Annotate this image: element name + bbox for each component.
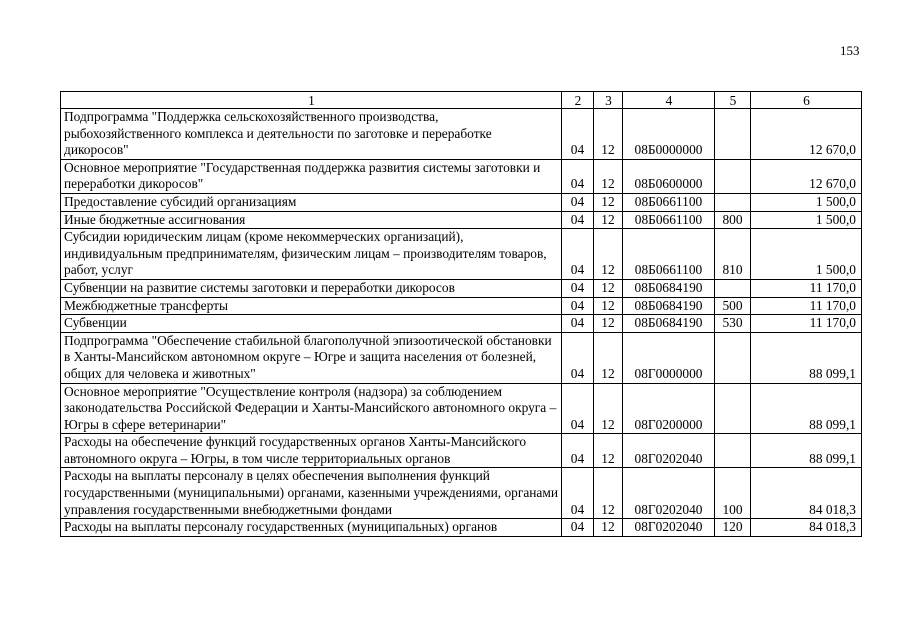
row-amount: 84 018,3 [751,468,862,519]
row-subsection: 12 [594,193,623,211]
table-row [61,279,862,297]
row-name: Основное мероприятие "Государственная поддержка развития системы заготовки и переработки дикоросов" [61,159,562,193]
row-expense-type [715,159,751,193]
row-name: Расходы на выплаты персоналу государственных (муниципальных) органов [61,519,562,537]
row-amount: 11 170,0 [751,297,862,315]
table-row [61,193,862,211]
row-target-code: 08Б0000000 [623,109,715,160]
table-row [61,109,862,160]
row-expense-type [715,332,751,383]
row-expense-type [715,434,751,468]
column-header-amount: 6 [751,92,862,109]
row-amount: 84 018,3 [751,519,862,537]
row-target-code: 08Б0684190 [623,315,715,333]
row-section: 04 [562,519,594,537]
row-target-code: 08Б0684190 [623,279,715,297]
row-amount: 11 170,0 [751,279,862,297]
row-subsection: 12 [594,519,623,537]
row-name: Субвенции [61,315,562,333]
row-name: Субвенции на развитие системы заготовки и переработки дикоросов [61,279,562,297]
row-amount: 88 099,1 [751,332,862,383]
row-name: Основное мероприятие "Осуществление контроля (надзора) за соблюдением законодательства Российской Федерации и Ханты-Мансийского автономного округа – Югры в сфере ветеринарии" [61,383,562,434]
table-header-row [61,92,862,109]
row-subsection: 12 [594,468,623,519]
row-subsection: 12 [594,297,623,315]
row-target-code: 08Г0202040 [623,468,715,519]
row-target-code: 08Г0000000 [623,332,715,383]
table-row [61,332,862,383]
table-row [61,315,862,333]
row-section: 04 [562,434,594,468]
table-row [61,468,862,519]
row-name: Расходы на выплаты персоналу в целях обеспечения выполнения функций государственными (муниципальными) органами, казенными учреждениями, органами управления государственными внебюджетными фондами [61,468,562,519]
row-amount: 12 670,0 [751,159,862,193]
row-amount: 11 170,0 [751,315,862,333]
table-row [61,519,862,537]
row-target-code: 08Б0684190 [623,297,715,315]
column-header-section: 2 [562,92,594,109]
row-expense-type: 120 [715,519,751,537]
row-amount: 88 099,1 [751,434,862,468]
row-subsection: 12 [594,332,623,383]
row-section: 04 [562,109,594,160]
row-subsection: 12 [594,279,623,297]
table-body [61,109,862,537]
budget-table [60,91,862,537]
row-name: Расходы на обеспечение функций государственных органов Ханты-Мансийского автономного округа – Югры, в том числе территориальных органов [61,434,562,468]
row-target-code: 08Б0661100 [623,193,715,211]
row-expense-type: 500 [715,297,751,315]
row-subsection: 12 [594,315,623,333]
row-name: Подпрограмма "Обеспечение стабильной благополучной эпизоотической обстановки в Ханты-Мансийском автономном округе – Югре и защита населения от болезней, общих для человека и животных" [61,332,562,383]
page-number: 153 [840,43,860,58]
row-name: Предоставление субсидий организациям [61,193,562,211]
row-expense-type: 530 [715,315,751,333]
row-section: 04 [562,468,594,519]
row-expense-type [715,109,751,160]
row-section: 04 [562,193,594,211]
row-amount: 12 670,0 [751,109,862,160]
table-row [61,383,862,434]
row-target-code: 08Б0661100 [623,211,715,229]
row-section: 04 [562,297,594,315]
row-subsection: 12 [594,109,623,160]
row-name: Межбюджетные трансферты [61,297,562,315]
row-subsection: 12 [594,383,623,434]
row-section: 04 [562,211,594,229]
row-expense-type [715,279,751,297]
row-expense-type [715,193,751,211]
row-target-code: 08Б0661100 [623,229,715,280]
row-subsection: 12 [594,229,623,280]
row-section: 04 [562,383,594,434]
row-expense-type [715,383,751,434]
row-name: Иные бюджетные ассигнования [61,211,562,229]
row-name: Субсидии юридическим лицам (кроме некоммерческих организаций), индивидуальным предпринимателям, физическим лицам – производителям товаров, работ, услуг [61,229,562,280]
row-target-code: 08Г0202040 [623,434,715,468]
row-expense-type: 100 [715,468,751,519]
row-expense-type: 800 [715,211,751,229]
table-row [61,229,862,280]
row-section: 04 [562,315,594,333]
row-section: 04 [562,159,594,193]
table-row [61,297,862,315]
row-subsection: 12 [594,159,623,193]
table-row [61,211,862,229]
row-amount: 1 500,0 [751,211,862,229]
row-target-code: 08Б0600000 [623,159,715,193]
row-section: 04 [562,332,594,383]
table-row [61,159,862,193]
row-target-code: 08Г0202040 [623,519,715,537]
column-header-subsection: 3 [594,92,623,109]
column-header-type: 5 [715,92,751,109]
row-amount: 1 500,0 [751,193,862,211]
column-header-target: 4 [623,92,715,109]
row-section: 04 [562,279,594,297]
row-section: 04 [562,229,594,280]
row-subsection: 12 [594,434,623,468]
table-row [61,434,862,468]
row-expense-type: 810 [715,229,751,280]
column-header-name: 1 [61,92,562,109]
row-amount: 1 500,0 [751,229,862,280]
row-target-code: 08Г0200000 [623,383,715,434]
row-name: Подпрограмма "Поддержка сельскохозяйственного производства, рыбохозяйственного комплекса и деятельности по заготовке и переработке дикоросов" [61,109,562,160]
row-amount: 88 099,1 [751,383,862,434]
row-subsection: 12 [594,211,623,229]
